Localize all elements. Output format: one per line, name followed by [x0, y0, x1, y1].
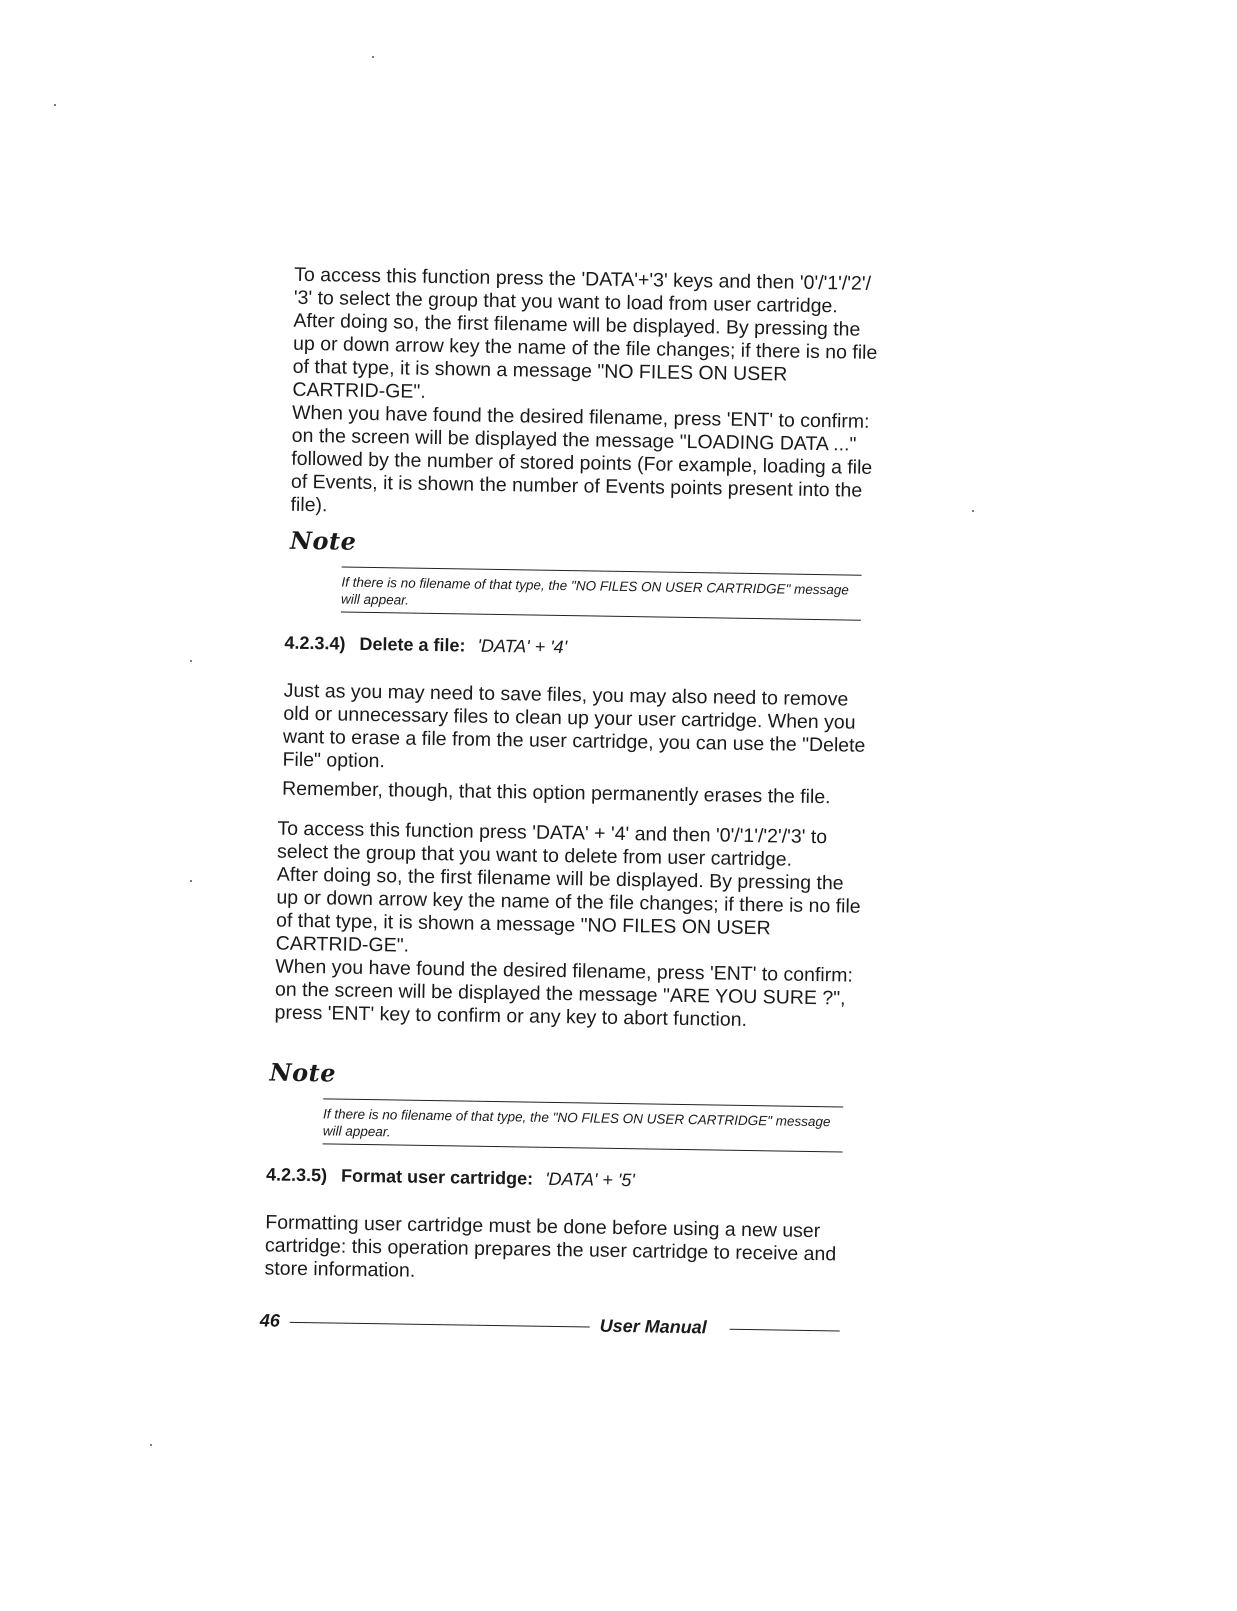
section-keys: 'DATA' + '5' [545, 1168, 635, 1191]
footer-rule [730, 1329, 840, 1332]
footer-rule [290, 1322, 590, 1328]
section-title: Format user cartridge: [340, 1165, 534, 1189]
footer-title: User Manual [599, 1315, 707, 1338]
load-confirm-paragraph: When you have found the desired filename, press 'ENT' to confirm: on the screen will be displayed the message "LOADING DATA ..." followed by the number of stored points (For example, loading a file of Events, it is shown the number of Events points present into the file). [290, 401, 873, 517]
section-title: Delete a file: [359, 633, 466, 656]
scan-speck [972, 510, 974, 512]
section-keys: 'DATA' + '4' [477, 635, 568, 658]
delete-intro-section [282, 680, 869, 810]
scan-speck [190, 880, 192, 882]
format-paragraph: Formatting user cartridge must be done before using a new user cartridge: this operation prepares the user cartridge to receive and store information. [264, 1211, 837, 1282]
section-number: 4.2.3.4) [284, 632, 346, 654]
load-instructions-paragraph: To access this function press the 'DATA'+'3' keys and then '0'/'1'/'2'/ '3' to select the group that you want to load from user cartridge. After doing so, the first filename will be displayed. By pressing the up or down arrow key the name of the file changes; if there is no file of that type, it is shown a message "NO FILES ON USER CARTRID-GE". [292, 263, 878, 403]
delete-confirm-paragraph: When you have found the desired filename, press 'ENT' to confirm: on the screen will be displayed the message "ARE YOU SURE ?", press 'ENT' key to confirm or any key to abort function. [274, 955, 854, 1031]
section-number: 4.2.3.5) [265, 1164, 328, 1186]
page-number: 46 [259, 1310, 280, 1331]
delete-select-paragraph: After doing so, the first filename will be displayed. By pressing the up or down arrow key the name of the file changes; if there is no file of that type, it is shown a message "NO FILES ON USER CARTRID-GE". [275, 863, 861, 957]
note-label: Note [289, 525, 357, 556]
delete-access-paragraph: To access this function press 'DATA' + '4' and then '0'/'1'/'2'/'3' to select the group that you want to delete from user cartridge. [276, 817, 828, 871]
scan-speck [372, 56, 374, 58]
page-footer [260, 1310, 840, 1345]
access-function-section [290, 264, 879, 526]
format-section [264, 1211, 850, 1289]
note-box: If there is no filename of that type, the "NO FILES ON USER CARTRIDGE" message will appear. [323, 1098, 844, 1152]
scan-speck [54, 104, 56, 106]
scan-speck [150, 1444, 152, 1446]
scan-speck [190, 660, 192, 662]
delete-intro-paragraph: Just as you may need to save files, you may also need to remove old or unnecessary files to clean up your user cartridge. When you want to erase a file from the user cartridge, you can use the "Delete File" option. [282, 679, 866, 773]
note-label: Note [269, 1057, 337, 1088]
section-heading-format-cartridge [266, 1163, 635, 1191]
delete-steps-section [274, 818, 862, 1034]
delete-warning-paragraph: Remember, though, that this option permanently erases the file. [281, 777, 831, 809]
section-heading-delete-file [284, 632, 567, 658]
note-box: If there is no filename of that type, the "NO FILES ON USER CARTRIDGE" message will appear. [341, 567, 862, 621]
